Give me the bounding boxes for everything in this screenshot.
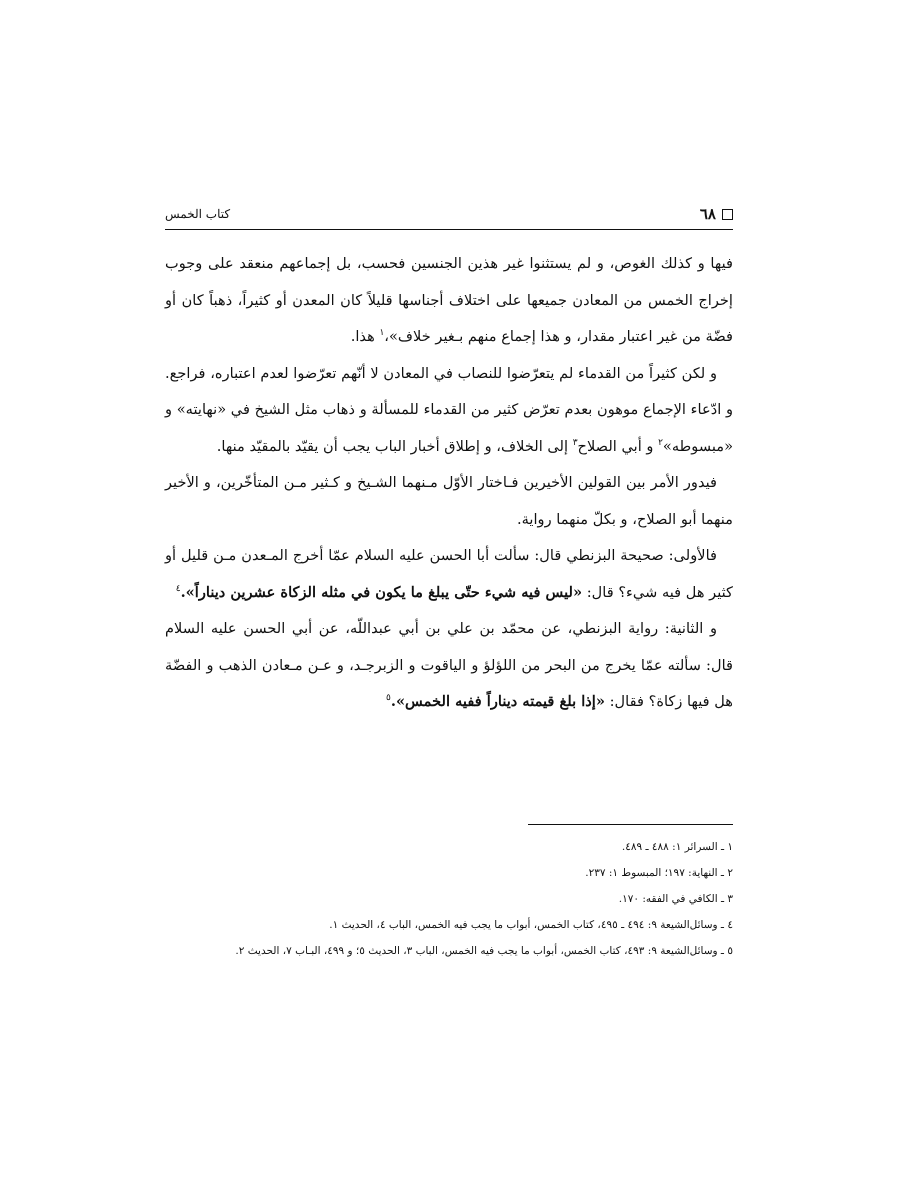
- footnote-separator: [528, 824, 733, 825]
- paragraph-text: و الثانية: رواية البزنطي، عن محمّد بن علي بن أبي عبداللّه، عن أبي الحسن عليه السلام قال: سألته عمّا يخرج من البحر من اللؤلؤ و الياقوت و الزبرجـد، و عـن مـعادن الذهب و الفضّة هل فيها زكاة؟ فقال:: [165, 620, 733, 710]
- footnote-2: ٢ ـ النهاية: ١٩٧؛ المبسوط ١: ٢٣٧.: [585, 867, 733, 879]
- footnote-ref: ٥: [386, 693, 391, 704]
- page-number-text: ٦٨: [699, 205, 716, 223]
- quoted-hadith: «ليس فيه شيء حتّى يبلغ ما يكون في مثله الزكاة عشرين ديناراً».: [180, 583, 583, 601]
- running-title: كتاب الخمس: [165, 207, 231, 221]
- footnote-ref: ٢: [658, 437, 663, 448]
- footnote-4: ٤ ـ وسائل‌الشيعة ٩: ٤٩٤ ـ ٤٩٥، كتاب الخمس، أبواب ما يجب فيه الخمس، الباب ٤، الحديث ١.: [329, 919, 733, 931]
- paragraph-2: [165, 356, 733, 466]
- footnote-3: ٣ ـ الكافي في الفقه: ١٧٠.: [618, 893, 733, 905]
- page-number: [700, 205, 733, 223]
- main-text: [165, 246, 733, 721]
- quoted-hadith: «إذا بلغ قيمته ديناراً ففيه الخمس».: [390, 693, 605, 710]
- paragraph-text: فيها و كذلك الغوص، و لم يستثنوا غير هذين الجنسين فحسب، بل إجماعهم منعقد على وجوب إخراج الخمس من المعادن جميعها على اختلاف أجناسها قليلاً كان المعدن أو كثيراً، ذهباً كان أو فضّة من غير اعتبار مقدار، و هذا إجماع منهم بـغير خلاف»،: [165, 255, 733, 345]
- footnote-1: ١ ـ السرائر ١: ٤٨٨ ـ ٤٨٩.: [621, 841, 733, 853]
- header-rule: [165, 229, 733, 230]
- paragraph-1: [165, 246, 733, 356]
- paragraph-3: [165, 465, 733, 538]
- paragraph-mid: و أبي الصلاح: [577, 437, 659, 455]
- footnote-ref: ٤: [175, 583, 181, 594]
- paragraph-5: [165, 611, 733, 721]
- paragraph-text: فيدور الأمر بين القولين الأخيرين فـاختار الأوّل مـنهما الشـيخ و كـثير مـن المتأخّرين، و الأخير منهما أبو الصلاح، و بكلّ منهما رواية.: [165, 474, 733, 528]
- page-header: [165, 205, 733, 227]
- footnote-5: ٥ ـ وسائل‌الشيعة ٩: ٤٩٣، كتاب الخمس، أبواب ما يجب فيه الخمس، الباب ٣، الحديث ٥؛ و ٤٩٩، البـاب ٧، الحديث ٢.: [235, 945, 733, 957]
- footnote-ref: ٣: [572, 437, 578, 448]
- paragraph-text: و لكن كثيراً من القدماء لم يتعرّضوا للنصاب في المعادن لا أنّهم تعرّضوا لعدم اعتباره، فراجع. و ادّعاء الإجماع موهون بعدم تعرّض كثير من القدماء للمسألة و ذهاب مثل الشيخ في «نهايته» و «مبسوطه»: [165, 364, 733, 455]
- footnote-ref: ١: [379, 328, 385, 339]
- paragraph-text: فالأولى: صحيحة البزنطي قال: سألت أبا الحسن عليه السلام عمّا أخرج المـعدن مـن قليل أو كثير هل فيه شيء؟ قال:: [165, 547, 733, 601]
- square-icon: [722, 209, 733, 220]
- footnotes: [165, 834, 733, 964]
- paragraph-tail: إلى الخلاف، و إطلاق أخبار الباب يجب أن يقيّد بالمقيّد منها.: [216, 437, 573, 455]
- book-page: [165, 0, 733, 1200]
- paragraph-4: [165, 538, 733, 611]
- paragraph-tail: هذا.: [350, 328, 380, 345]
